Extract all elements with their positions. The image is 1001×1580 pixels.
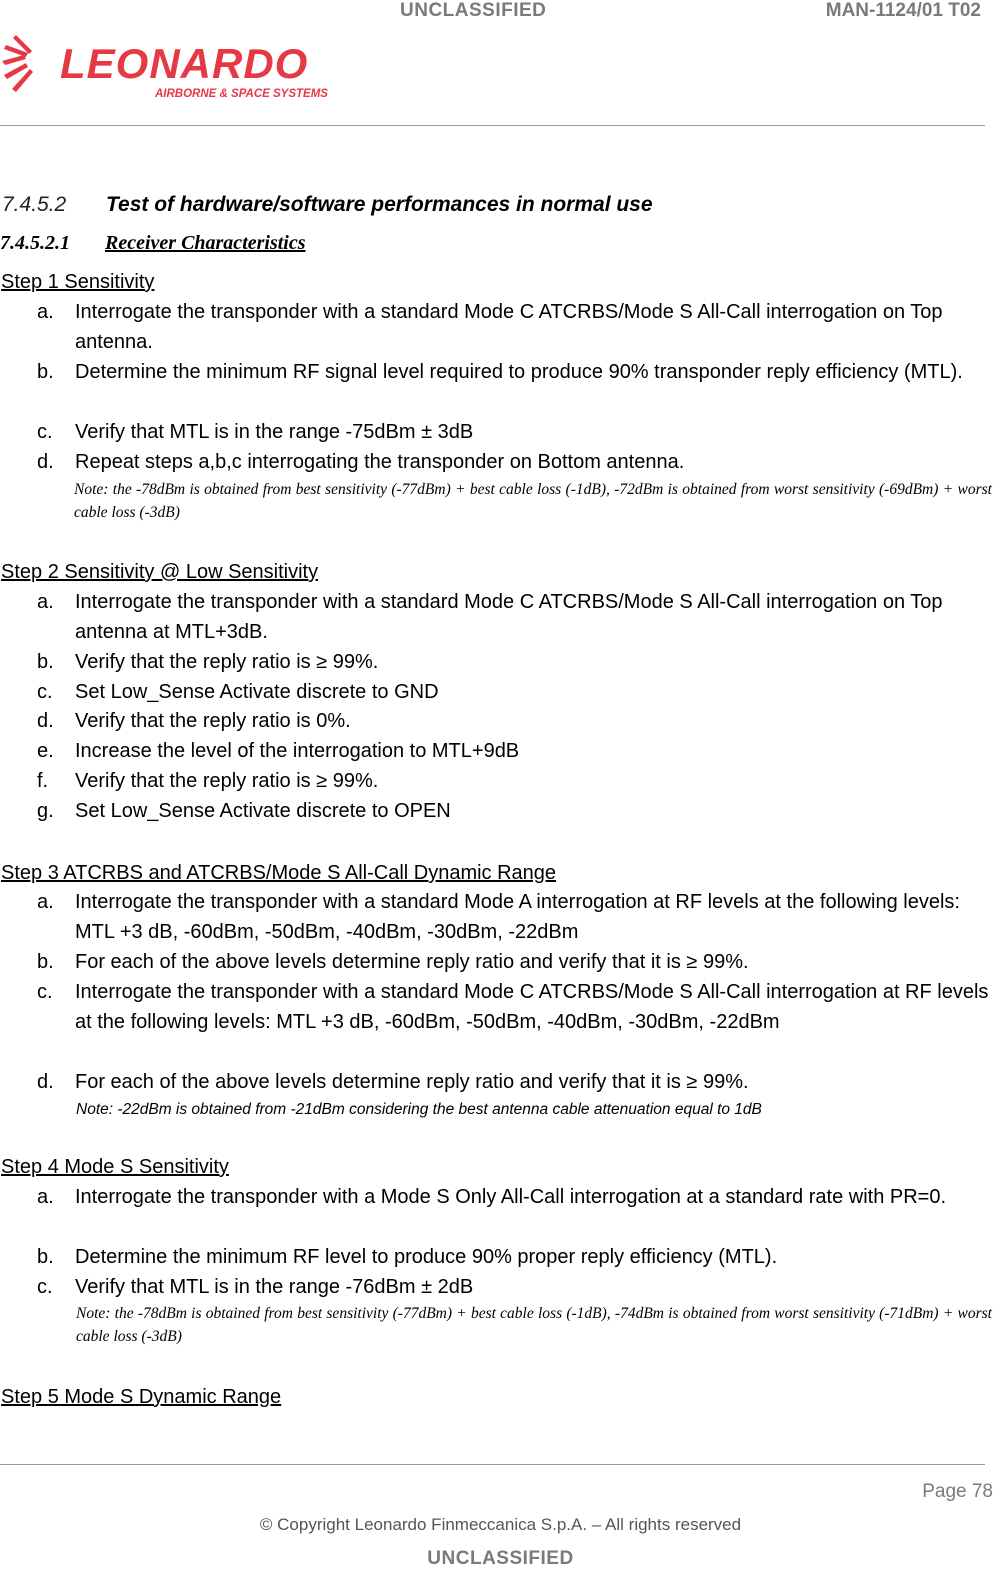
list-item: b. For each of the above levels determine reply ratio and verify that it is ≥ 99%. [37, 951, 749, 973]
step-2-title: Step 2 Sensitivity @ Low Sensitivity [1, 561, 319, 583]
step-1-note: Note: the -78dBm is obtained from best sensitivity (-77dBm) + best cable loss (-1dB), -72dBm is obtained from worst sensitivity (-69dBm) + worst cable loss (-3dB) [74, 481, 992, 521]
list-item: f. Verify that the reply ratio is ≥ 99%. [37, 770, 379, 792]
step-5-title: Step 5 Mode S Dynamic Range [1, 1386, 282, 1408]
list-item: d. For each of the above levels determine reply ratio and verify that it is ≥ 99%. [37, 1071, 749, 1093]
list-item: c. Set Low_Sense Activate discrete to GND [37, 681, 439, 703]
step-4-title: Step 4 Mode S Sensitivity [1, 1156, 229, 1178]
document-number: MAN-1124/01 T02 [825, 0, 981, 21]
company-logo [0, 33, 330, 103]
header-divider [0, 125, 985, 126]
list-item: b. Determine the minimum RF signal level required to produce 90% transponder reply efficiency (MTL). [37, 361, 963, 383]
list-item: a. Interrogate the transponder with a standard Mode A interrogation at RF levels at the following levels: MTL +3 dB, -60dBm, -50dBm, -40dBm, -30dBm, -22dBm [37, 891, 960, 943]
list-item: b. Determine the minimum RF level to produce 90% proper reply efficiency (MTL). [37, 1246, 778, 1268]
page-number: Page 78 [922, 1481, 993, 1502]
subsection-title: Receiver Characteristics [105, 232, 306, 254]
list-item: d. Verify that the reply ratio is 0%. [37, 710, 351, 732]
list-item: a. Interrogate the transponder with a standard Mode C ATCRBS/Mode S All-Call interrogation on Top antenna at MTL+3dB. [37, 591, 943, 643]
list-item: d. Repeat steps a,b,c interrogating the transponder on Bottom antenna. [37, 451, 685, 473]
list-item: c. Verify that MTL is in the range -76dBm ± 2dB [37, 1276, 474, 1298]
section-heading [2, 193, 653, 217]
copyright-notice: © Copyright Leonardo Finmeccanica S.p.A. – All rights reserved [259, 1515, 742, 1534]
section-number: 7.4.5.2 [2, 193, 67, 216]
step-4-note: Note: the -78dBm is obtained from best sensitivity (-77dBm) + best cable loss (-1dB), -74dBm is obtained from worst sensitivity (-71dBm) + worst cable loss (-3dB) [76, 1305, 992, 1345]
footer-classification: UNCLASSIFIED [427, 1548, 574, 1569]
section-title: Test of hardware/software performances in normal use [106, 193, 653, 216]
list-item: a. Interrogate the transponder with a standard Mode C ATCRBS/Mode S All-Call interrogation on Top antenna. [37, 301, 943, 353]
step-3-title: Step 3 ATCRBS and ATCRBS/Mode S All-Call Dynamic Range [1, 862, 557, 884]
footer-divider [0, 1464, 985, 1465]
subsection-heading [0, 232, 306, 255]
step-3-note: Note: -22dBm is obtained from -21dBm considering the best antenna cable attenuation equal to 1dB [76, 1101, 762, 1118]
list-item: a. Interrogate the transponder with a Mode S Only All-Call interrogation at a standard rate with PR=0. [37, 1186, 947, 1208]
list-item: e. Increase the level of the interrogation to MTL+9dB [37, 740, 520, 762]
list-item: c. Interrogate the transponder with a standard Mode C ATCRBS/Mode S All-Call interrogation at RF levels at the following levels: MTL +3 dB, -60dBm, -50dBm, -40dBm, -30dBm, -22dBm [37, 981, 989, 1033]
list-item: b. Verify that the reply ratio is ≥ 99%. [37, 651, 379, 673]
list-item: g. Set Low_Sense Activate discrete to OPEN [37, 800, 451, 822]
step-1-title: Step 1 Sensitivity [1, 271, 155, 293]
header-classification: UNCLASSIFIED [400, 0, 547, 21]
logo-wordmark: LEONARDO [60, 40, 309, 87]
subsection-number: 7.4.5.2.1 [0, 232, 70, 254]
list-item: c. Verify that MTL is in the range -75dBm ± 3dB [37, 421, 474, 443]
leonardo-logo-icon [0, 33, 330, 103]
logo-subtitle: AIRBORNE & SPACE SYSTEMS [155, 88, 328, 100]
